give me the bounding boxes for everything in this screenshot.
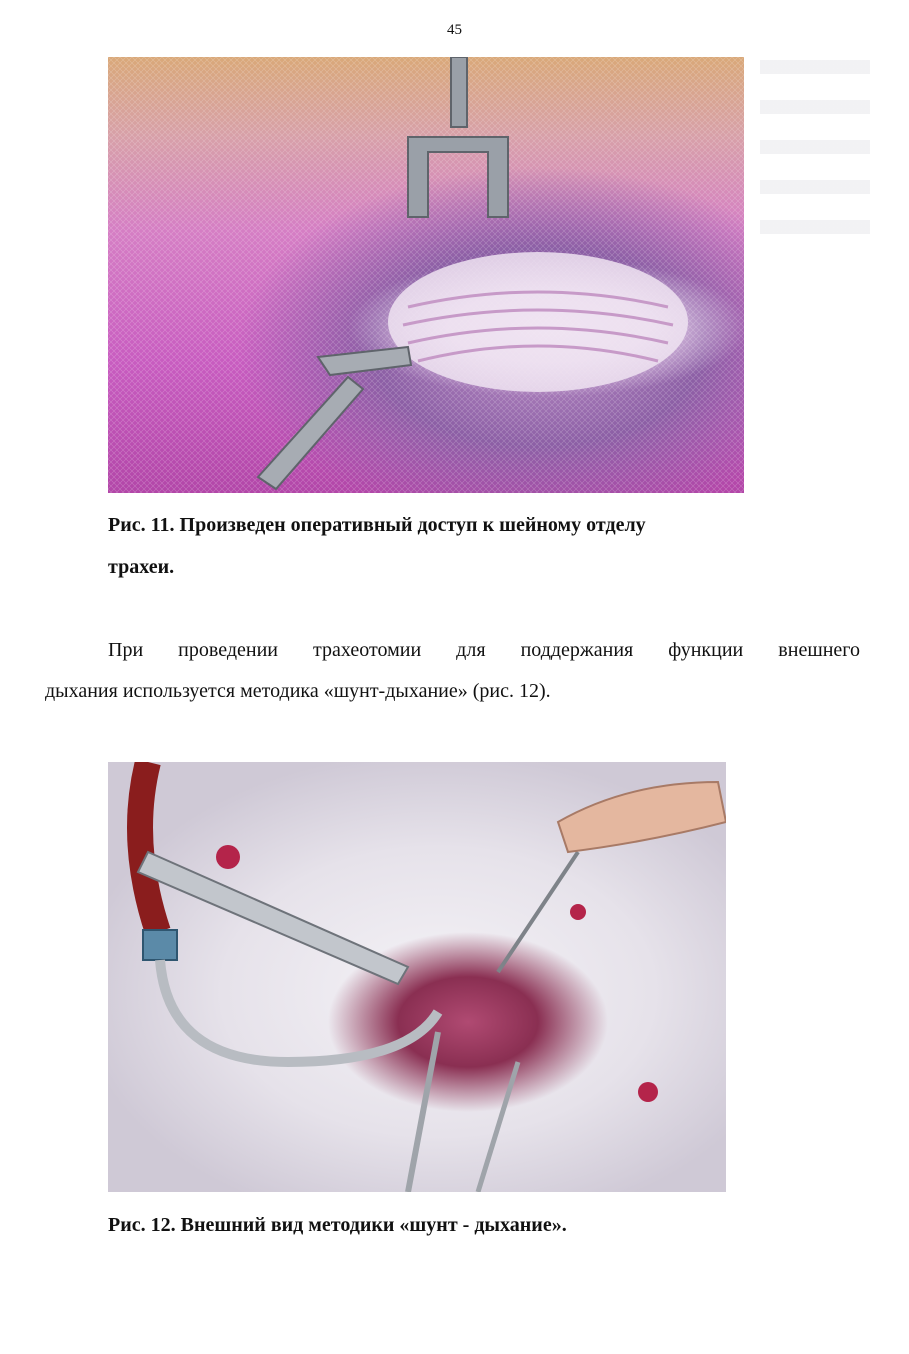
figure-11-caption-line1: Рис. 11. Произведен оперативный доступ к шейному отделу <box>108 514 646 536</box>
figure-11-caption-line2: трахеи. <box>108 556 175 578</box>
shunt-breathing-image <box>108 762 726 1192</box>
bleed-through-text <box>760 60 870 260</box>
surgical-field-image <box>108 57 744 493</box>
figure-12-photo <box>108 762 726 1192</box>
paragraph-line2: дыхания используется методика «шунт-дыхание» (рис. 12). <box>45 680 551 702</box>
paragraph-line1: При проведении трахеотомии для поддержания функции внешнего <box>108 639 860 661</box>
page-number: 45 <box>447 22 462 38</box>
figure-12-caption: Рис. 12. Внешний вид методики «шунт - дыхание». <box>108 1214 567 1236</box>
figure-11-photo <box>108 57 744 493</box>
